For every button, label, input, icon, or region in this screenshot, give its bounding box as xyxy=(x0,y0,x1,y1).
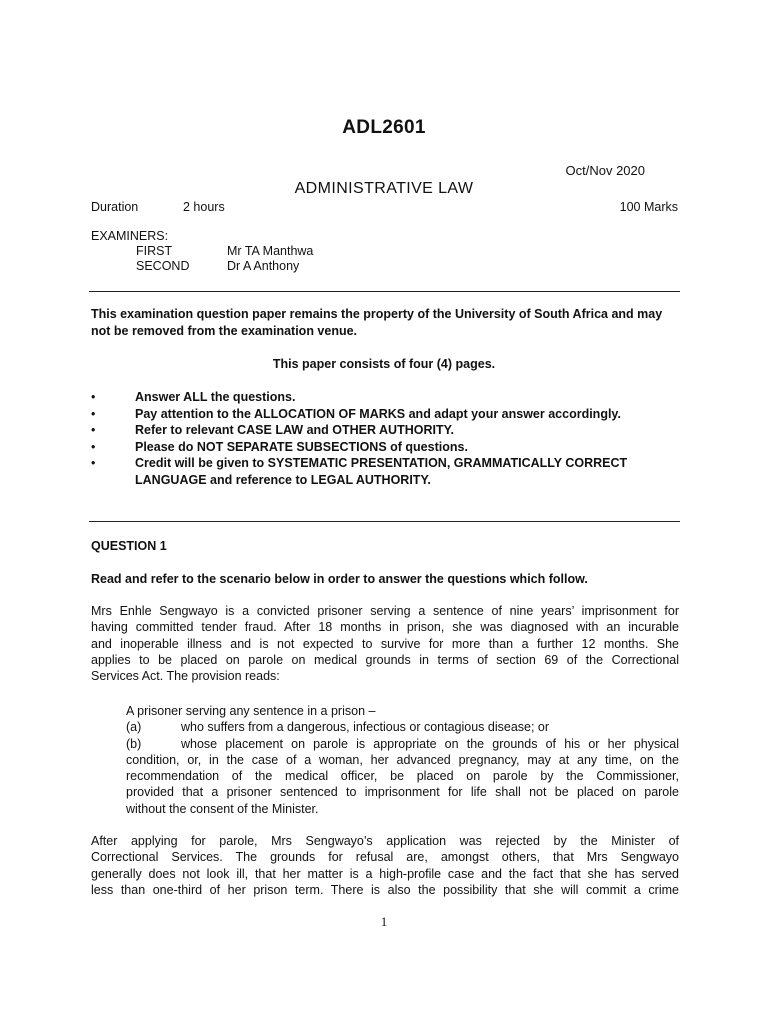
divider-bottom xyxy=(89,521,680,522)
bullet-icon: • xyxy=(91,456,96,470)
provision-line: without the consent of the Minister. xyxy=(126,801,319,816)
provision-item-a xyxy=(126,719,679,735)
provision-line: recommendation of the medical officer, be placed on parole by the Commissioner, xyxy=(126,769,679,784)
question-heading: QUESTION 1 xyxy=(91,539,167,553)
scenario-paragraph xyxy=(91,603,679,684)
provision-line: provided that a prisoner sentenced to imprisonment for life shall not be placed on parole xyxy=(126,785,679,800)
property-notice: This examination question paper remains the property of the University of South Africa and may not be removed from the examination venue. xyxy=(91,307,663,338)
provision-text-a: who suffers from a dangerous, infectious or contagious disease; or xyxy=(181,720,550,735)
provision-item-b xyxy=(126,736,679,752)
scenario-line: having committed tender fraud. After 18 months in prison, she was diagnosed with an incurable xyxy=(91,620,679,635)
instruction-text: Refer to relevant CASE LAW and OTHER AUTHORITY. xyxy=(135,423,455,437)
duration-value: 2 hours xyxy=(183,200,225,214)
instruction-item xyxy=(91,439,681,456)
scenario-line: and inoperable illness and is not expected to survive for more than a further 12 months. She xyxy=(91,636,679,651)
duration-label: Duration xyxy=(91,200,139,214)
bullet-icon: • xyxy=(91,390,96,404)
provision-text-b: whose placement on parole is appropriate on the grounds of his or her physical xyxy=(181,736,679,751)
instruction-text: Credit will be given to SYSTEMATIC PRESENTATION, GRAMMATICALLY CORRECT LANGUAGE and reference to LEGAL AUTHORITY. xyxy=(135,456,628,487)
examiner-role-first: FIRST xyxy=(136,244,173,258)
divider-top xyxy=(89,291,680,292)
examiner-role-second: SECOND xyxy=(136,259,190,273)
provision-label-b: (b) xyxy=(126,736,142,751)
examiner-name-second: Dr A Anthony xyxy=(227,259,300,273)
course-code: ADL2601 xyxy=(342,117,426,138)
instruction-item xyxy=(91,422,681,439)
examiner-name-first: Mr TA Manthwa xyxy=(227,244,314,258)
examiners-heading: EXAMINERS: xyxy=(91,229,169,243)
page-count-note: This paper consists of four (4) pages. xyxy=(272,357,496,371)
provision-label-a: (a) xyxy=(126,720,142,735)
bullet-icon: • xyxy=(91,423,96,437)
after-line: Correctional Services. The grounds for refusal are, amongst others, that Mrs Sengwayo xyxy=(91,850,679,865)
after-line: After applying for parole, Mrs Sengwayo’s application was rejected by the Minister of xyxy=(91,834,679,848)
instruction-text: Please do NOT SEPARATE SUBSECTIONS of questions. xyxy=(135,439,468,454)
page-number: 1 xyxy=(380,914,388,929)
total-marks: 100 Marks xyxy=(619,200,678,214)
exam-date: Oct/Nov 2020 xyxy=(565,163,645,178)
statutory-provision xyxy=(126,703,679,817)
paper-title: ADMINISTRATIVE LAW xyxy=(294,180,474,197)
instruction-text: Answer ALL the questions. xyxy=(135,390,296,404)
bullet-icon: • xyxy=(91,439,96,454)
provision-line: condition, or, in the case of a woman, her advanced pregnancy, may at any time, on the xyxy=(126,752,679,767)
instructions-list xyxy=(91,389,681,488)
provision-intro: A prisoner serving any sentence in a prison – xyxy=(126,704,376,718)
after-line: generally does not look ill, that her matter is a high-profile case and the fact that she has served xyxy=(91,866,679,881)
instruction-item xyxy=(91,455,681,488)
instruction-item xyxy=(91,406,681,423)
bullet-icon: • xyxy=(91,406,96,421)
instruction-item xyxy=(91,389,681,406)
scenario-line: applies to be placed on parole on medical grounds in terms of section 69 of the Correctional xyxy=(91,652,679,667)
after-paragraph xyxy=(91,833,679,898)
scenario-line: Services Act. The provision reads: xyxy=(91,669,280,684)
instruction-text: Pay attention to the ALLOCATION OF MARKS and adapt your answer accordingly. xyxy=(135,406,621,421)
after-line: less than one-third of her prison term. There is also the possibility that she will commit a crime xyxy=(91,882,679,897)
question-instruction: Read and refer to the scenario below in order to answer the questions which follow. xyxy=(91,572,588,586)
scenario-line: Mrs Enhle Sengwayo is a convicted prisoner serving a sentence of nine years’ imprisonment for xyxy=(91,604,679,618)
